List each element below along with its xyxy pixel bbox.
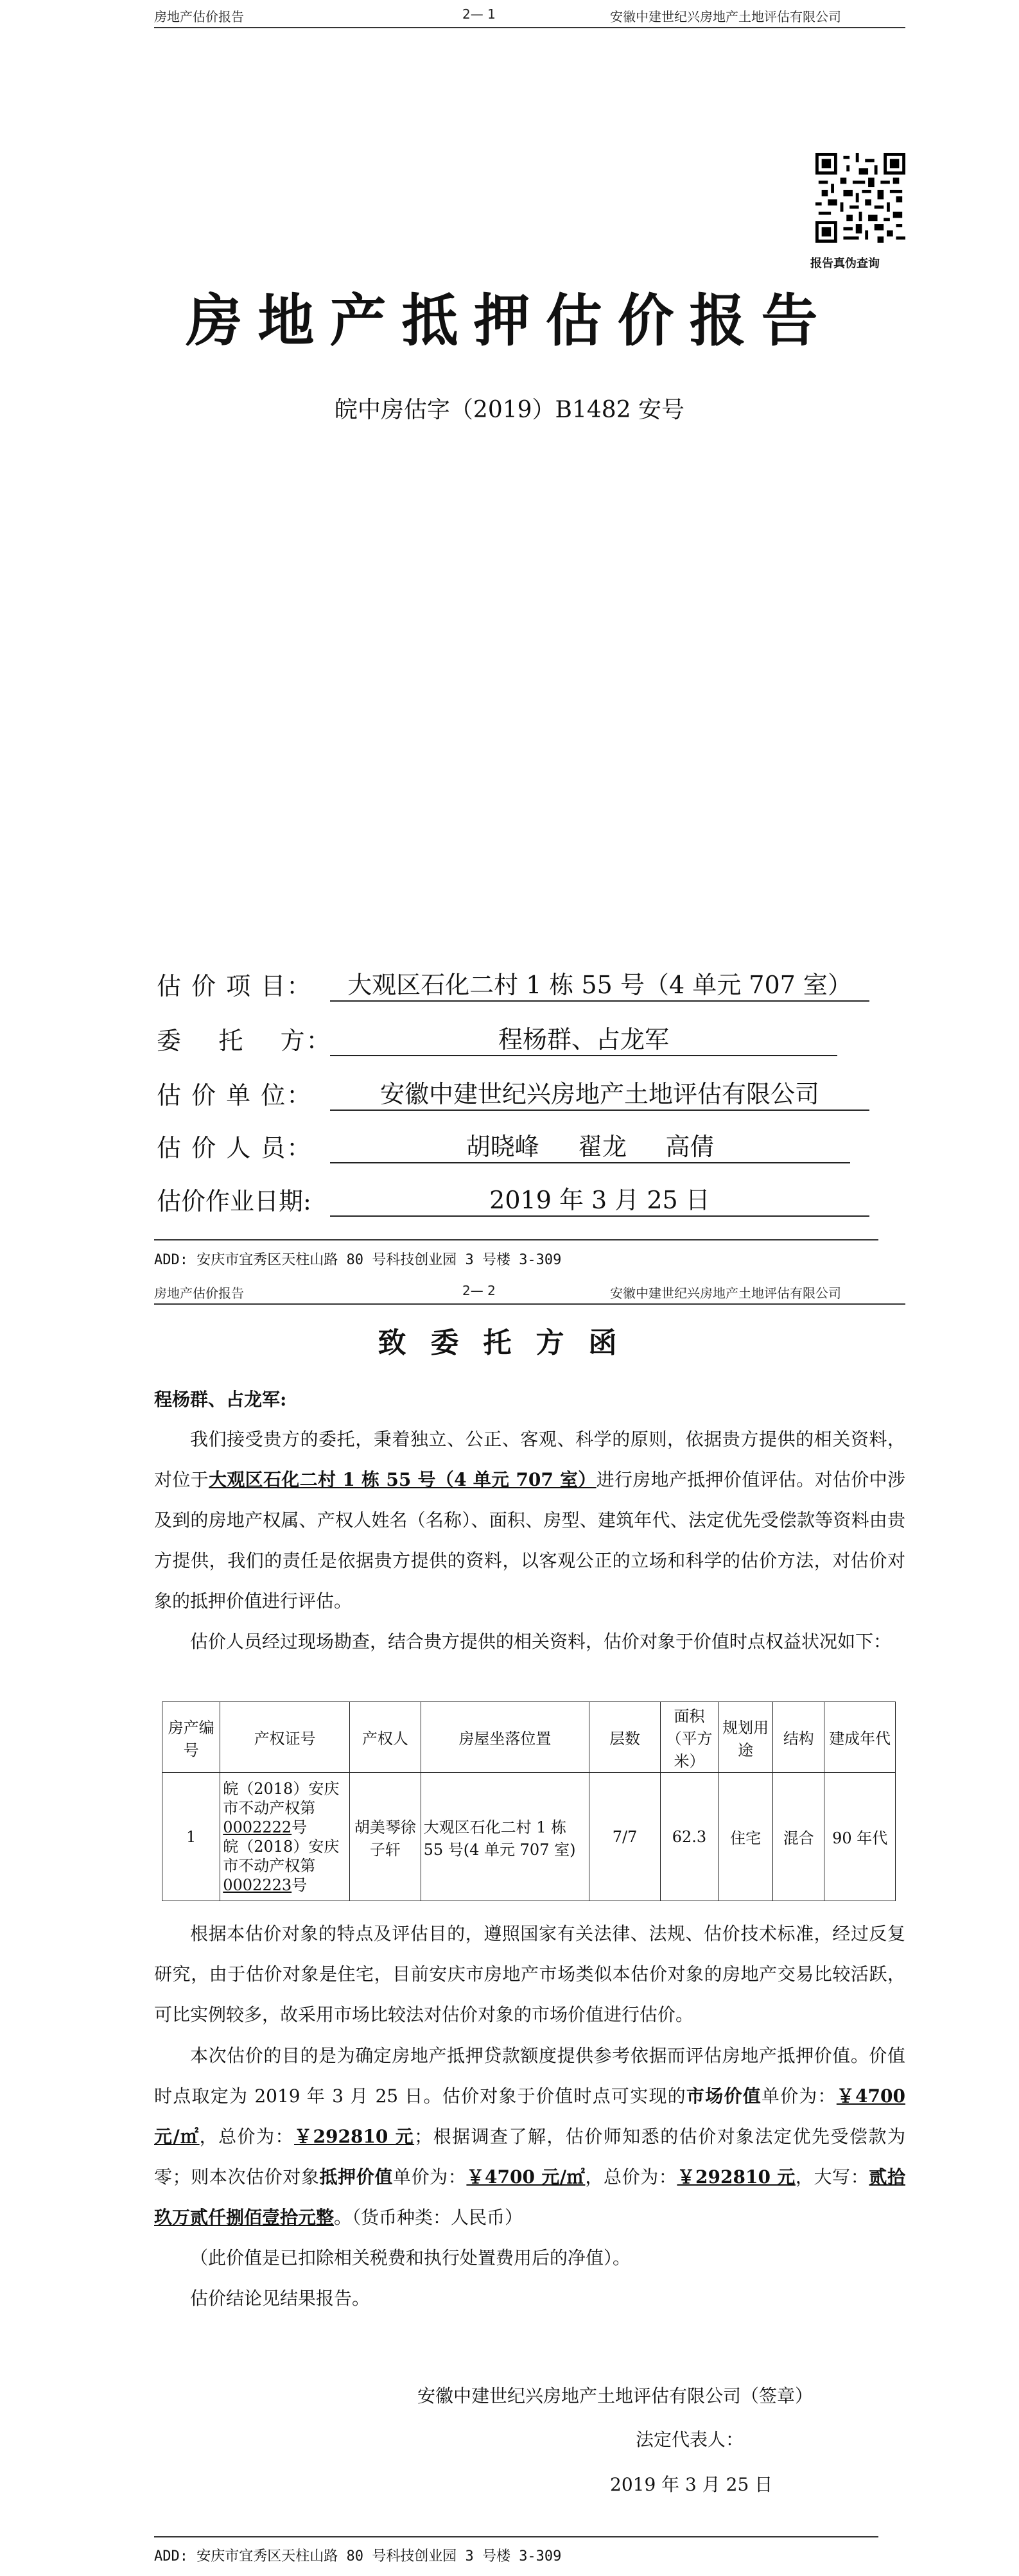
- field-project: [157, 963, 869, 1002]
- th-year: 建成年代: [824, 1702, 896, 1773]
- th-floors: 层数: [589, 1702, 661, 1773]
- p4-mortgage-value: 抵押价值: [319, 2166, 393, 2188]
- field-work-date: [157, 1178, 869, 1217]
- th-location: 房屋坐落位置: [421, 1702, 589, 1773]
- letter-paragraph-2: 估价人员经过现场勘查，结合贵方提供的相关资料，估价对象于价值时点权益状况如下：: [190, 1631, 892, 1652]
- p4-text-h: 。（货币种类：人民币）: [334, 2207, 523, 2228]
- market-total-price: ￥292810 元: [294, 2126, 415, 2147]
- table-header-row: [162, 1702, 896, 1773]
- page2-header-page-number: 2— 2: [462, 1283, 496, 1298]
- page2-header-right: 安徽中建世纪兴房地产土地评估有限公司: [610, 1285, 841, 1301]
- page2-footer-rule: [154, 2536, 878, 2537]
- field-work-date-label: 估价作业日期:: [157, 1187, 311, 1215]
- th-owner: 产权人: [350, 1702, 421, 1773]
- page2-header-rule: [154, 1303, 905, 1305]
- market-unit-price: ￥4700 元/㎡: [154, 2085, 905, 2147]
- p4-text-c: ，总价为：: [199, 2126, 295, 2147]
- field-appraiser-company-label: 估 价 单 位：: [157, 1081, 313, 1110]
- letter-paragraph-1: [154, 1419, 905, 1621]
- p4-market-value: 市场价值: [686, 2085, 762, 2107]
- letter-paragraph-4: [154, 2035, 905, 2238]
- cell-owner: 胡美琴徐子轩: [350, 1773, 421, 1901]
- page2-footer-address: ADD: 安庆市宜秀区天柱山路 80 号科技创业园 3 号楼 3-309: [154, 2548, 562, 2564]
- field-appraiser-company-value: 安徽中建世纪兴房地产土地评估有限公司: [330, 1077, 869, 1111]
- field-project-label: 估 价 项 目：: [157, 972, 313, 1000]
- report-number: 皖中房估字（2019）B1482 安号: [334, 397, 685, 423]
- field-project-value: 大观区石化二村 1 栋 55 号（4 单元 707 室）: [330, 968, 869, 1002]
- th-cert: 产权证号: [220, 1702, 350, 1773]
- table-row: [162, 1773, 896, 1901]
- p4-text-d: ；根据调查了解，估价师知悉的估价对象法定优先受偿款为零；则本次估价对象: [154, 2126, 905, 2188]
- property-table: [162, 1701, 896, 1901]
- qr-verify-label: 报告真伪查询: [810, 257, 880, 270]
- amount-in-words: 贰拾玖万贰仟捌佰壹拾元整: [154, 2166, 905, 2228]
- signature-company: 安徽中建世纪兴房地产土地评估有限公司（签章）: [417, 2385, 814, 2406]
- signature-representative: 法定代表人：: [636, 2429, 744, 2450]
- report-title: 房地产抵押估价报告: [186, 288, 833, 354]
- field-client: [157, 1018, 837, 1056]
- p4-text-e: 单价为：: [392, 2166, 467, 2188]
- field-work-date-value: 2019 年 3 月 25 日: [330, 1183, 869, 1217]
- page1-header-rule: [154, 27, 905, 28]
- cert-1-prefix: 皖（2018）安庆市不动产权第: [223, 1779, 340, 1817]
- cell-location: 大观区石化二村 1 栋 55 号(4 单元 707 室): [421, 1773, 589, 1901]
- th-area: 面积（平方米）: [660, 1702, 718, 1773]
- page1-header-left: 房地产估价报告: [154, 9, 244, 24]
- page1-header-page-number: 2— 1: [462, 6, 496, 22]
- field-appraisers: [157, 1125, 850, 1163]
- letter-paragraph-3: 根据本估价对象的特点及评估目的，遵照国家有关法律、法规、估价技术标准，经过反复研究，由于估价对象是住宅，目前安庆市房地产市场类似本估价对象的房地产交易比较活跃，可比实例较多，故采用市场比较法对估价对象的市场价值进行估价。: [154, 1923, 905, 2025]
- page1-footer-rule: [154, 1239, 878, 1240]
- field-client-label: 委 托 方：: [157, 1027, 332, 1055]
- p1-text-a: 我们接受贵方的委托，秉着独立、公正、客观、科学的原则，依据贵方提供的相关资料，对位于: [154, 1429, 905, 1490]
- field-client-value: 程杨群、占龙军: [330, 1023, 837, 1056]
- field-appraisers-value: 胡晓峰 翟龙 高倩: [330, 1130, 850, 1163]
- cell-area: 62.3: [660, 1773, 718, 1901]
- cert-2-prefix: 皖（2018）安庆市不动产权第: [223, 1837, 340, 1875]
- qr-code-icon[interactable]: [815, 153, 905, 243]
- p4-text-f: ，总价为：: [585, 2166, 677, 2188]
- cell-structure: 混合: [773, 1773, 824, 1901]
- letter-paragraph-6: 估价结论见结果报告。: [190, 2288, 370, 2309]
- field-appraisers-label: 估 价 人 员：: [157, 1134, 313, 1162]
- cert-1-number: 0002222: [223, 1818, 292, 1836]
- p1-property-address: 大观区石化二村 1 栋 55 号（4 单元 707 室）: [209, 1469, 597, 1490]
- cert-1-suffix: 号: [292, 1818, 308, 1836]
- th-no: 房产编号: [162, 1702, 220, 1773]
- page2-header-left: 房地产估价报告: [154, 1285, 244, 1301]
- cell-use: 住宅: [719, 1773, 773, 1901]
- page1-footer-address: ADD: 安庆市宜秀区天柱山路 80 号科技创业园 3 号楼 3-309: [154, 1252, 562, 1268]
- signature-date: 2019 年 3 月 25 日: [610, 2474, 773, 2495]
- p4-text-g: ，大写：: [795, 2166, 869, 2188]
- mortgage-total-price: ￥292810 元: [677, 2166, 796, 2188]
- cell-floors: 7/7: [589, 1773, 661, 1901]
- cert-2-suffix: 号: [292, 1875, 308, 1894]
- cell-cert: [220, 1773, 350, 1901]
- p1-text-b: 进行房地产抵押价值评估。对估价中涉及到的房地产权属、产权人姓名（名称）、面积、房型、建筑年代、法定优先受偿款等资料由贵方提供，我们的责任是依据贵方提供的资料，以客观公正的立场和科学的估价方法，对估价对象的抵押价值进行评估。: [154, 1469, 905, 1612]
- cell-no: 1: [162, 1773, 220, 1901]
- p4-text-a: 本次估价的目的是为确定房地产抵押贷款额度提供参考依据而评估房地产抵押价值。价值时点取定为 2019 年 3 月 25 日。估价对象于价值时点可实现的: [154, 2045, 905, 2107]
- cell-year: 90 年代: [824, 1773, 896, 1901]
- field-appraiser-company: [157, 1072, 869, 1111]
- p4-text-b: 单价为：: [761, 2085, 837, 2107]
- page1-header-right: 安徽中建世纪兴房地产土地评估有限公司: [610, 9, 841, 24]
- letter-paragraph-5: （此价值是已扣除相关税费和执行处置费用后的净值）。: [190, 2247, 631, 2268]
- letter-title: 致委托方函: [378, 1327, 641, 1359]
- th-structure: 结构: [773, 1702, 824, 1773]
- letter-salutation: 程杨群、占龙军:: [154, 1389, 287, 1410]
- th-use: 规划用途: [719, 1702, 773, 1773]
- cert-2-number: 0002223: [223, 1875, 292, 1894]
- mortgage-unit-price: ￥4700 元/㎡: [466, 2166, 586, 2188]
